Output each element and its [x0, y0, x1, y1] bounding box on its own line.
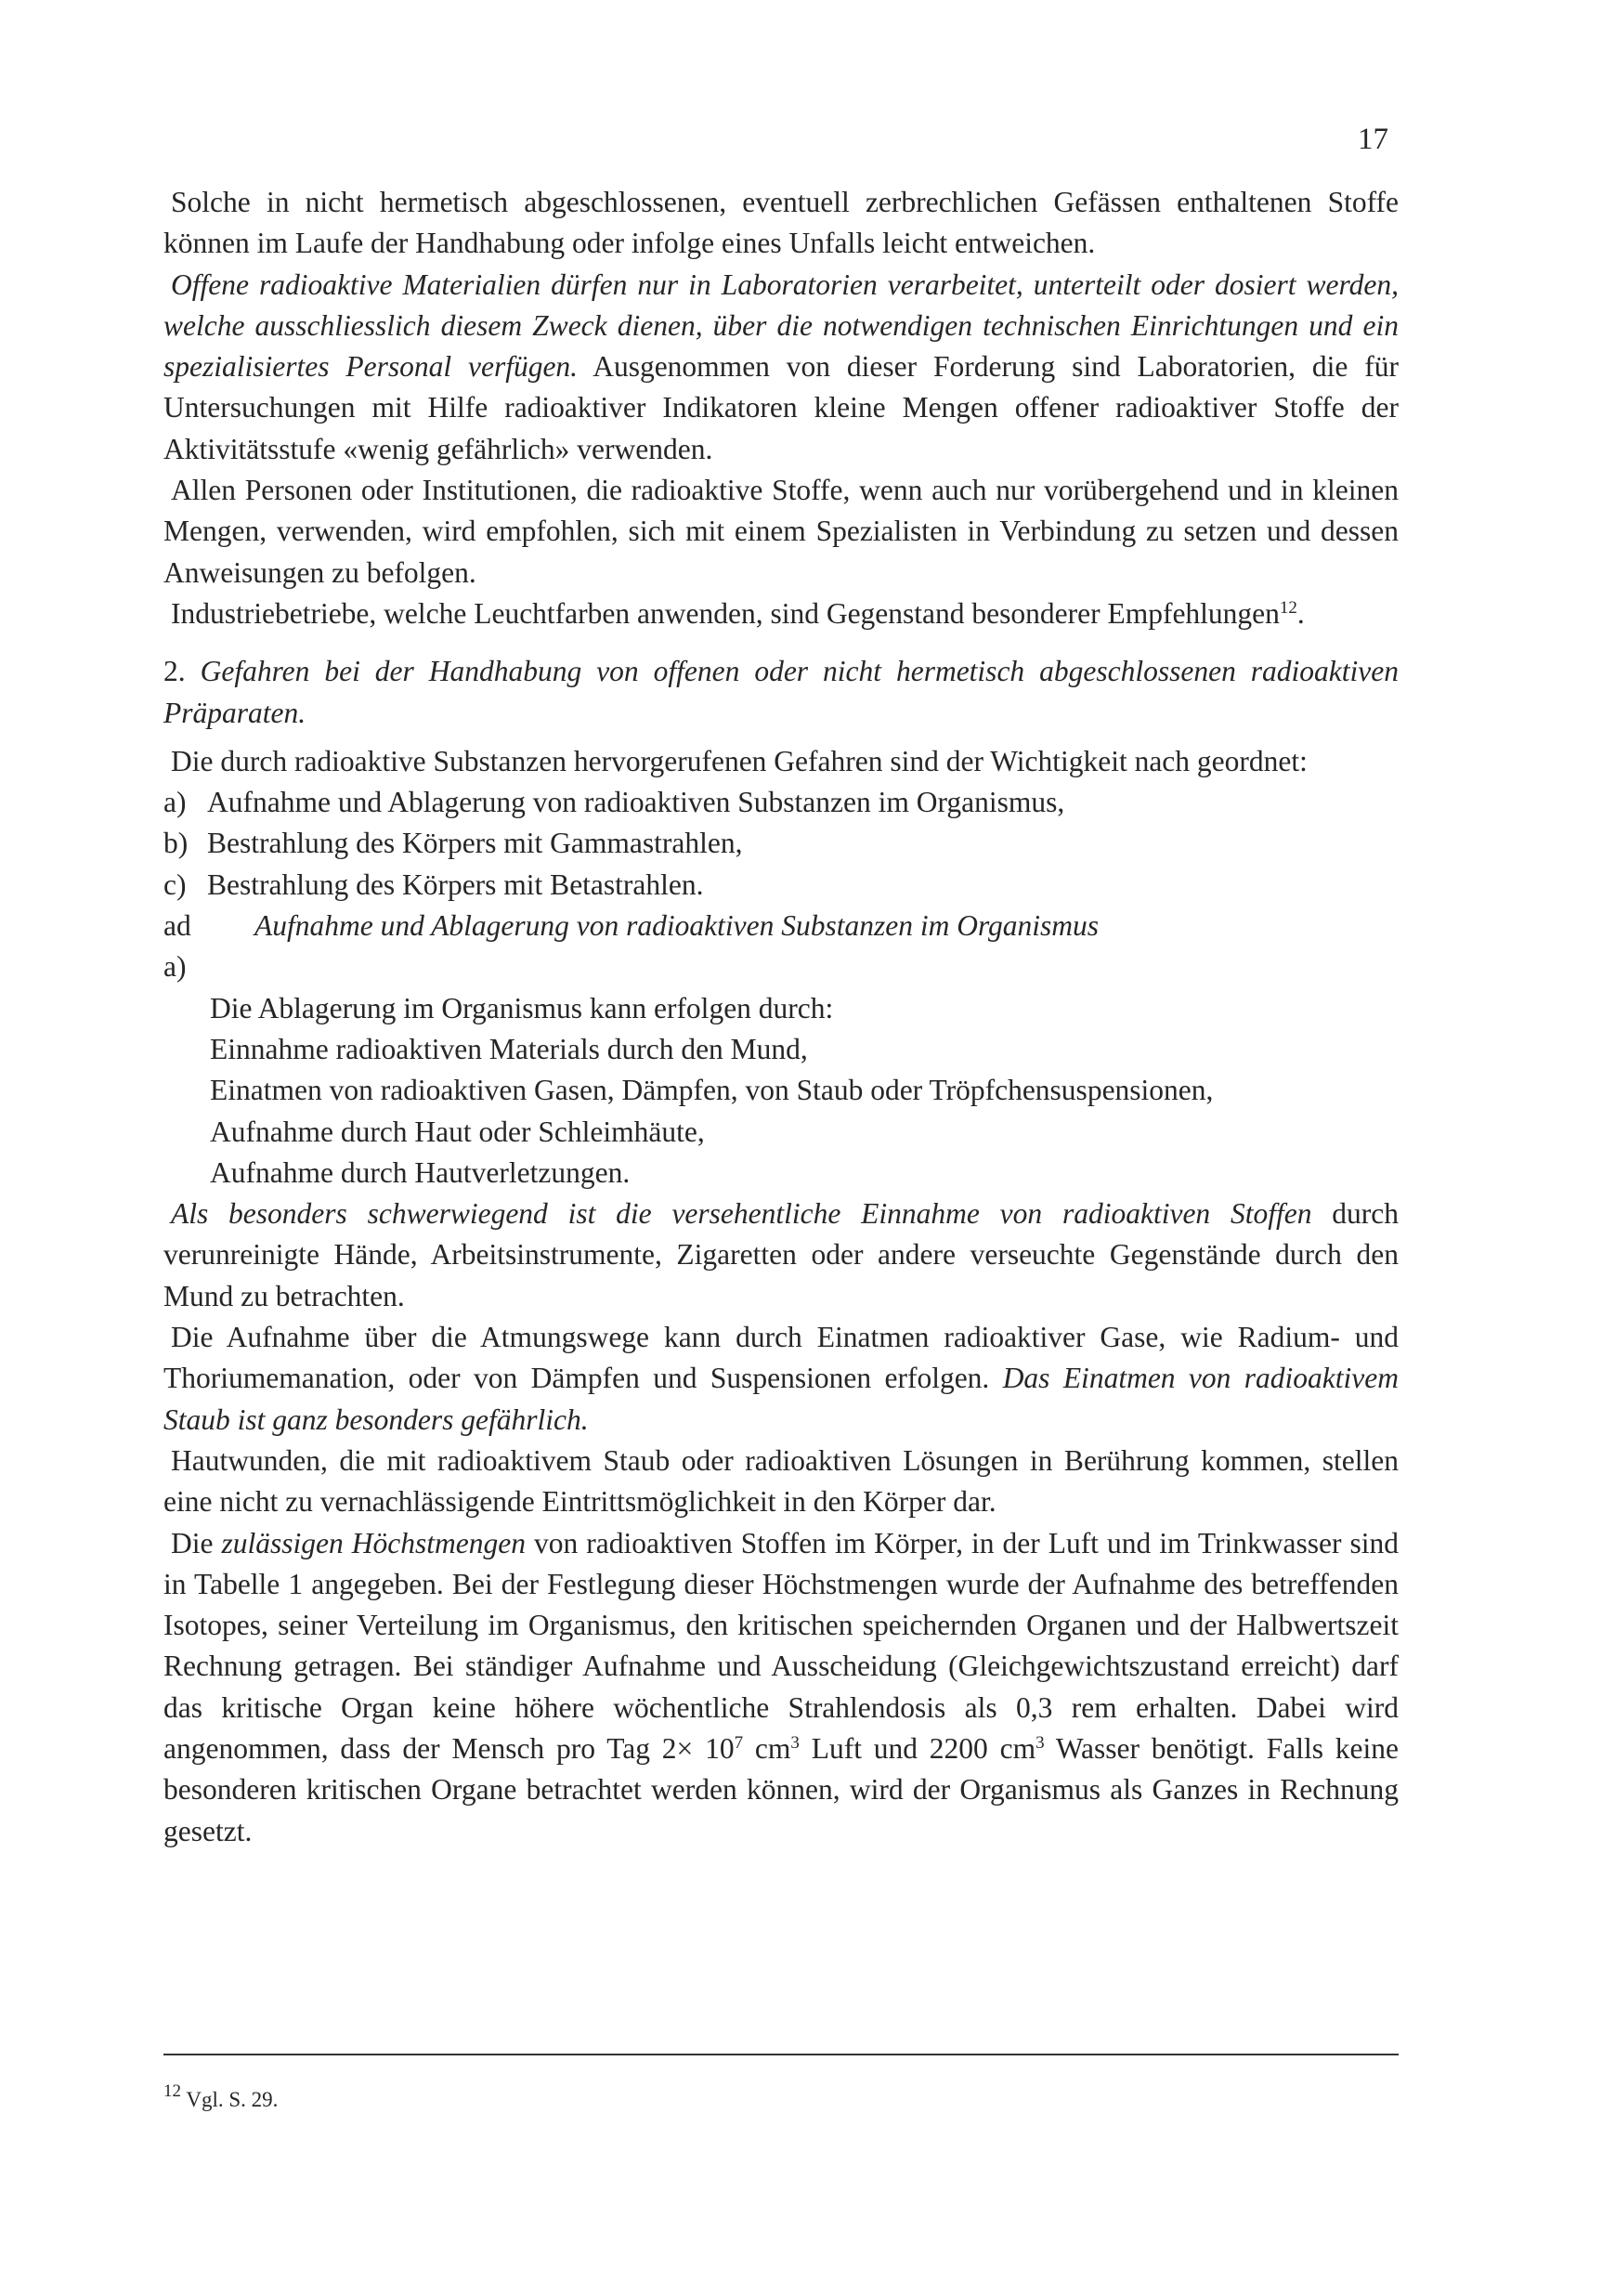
paragraph	[163, 1194, 1399, 1317]
footnote	[163, 2081, 279, 2112]
list-item	[163, 865, 1399, 906]
paragraph-text: Industriebetriebe, welche Leuchtfarben anwenden, sind Gegenstand besonderer Empfehlungen	[171, 596, 1280, 630]
superscript: 7	[734, 1732, 744, 1753]
ad-a-lines	[163, 988, 1399, 1194]
paragraph-text: .	[1296, 596, 1305, 630]
ad-a-line: Aufnahme durch Haut oder Schleimhäute,	[210, 1115, 705, 1148]
emphasis-text: Das Einatmen von radioaktivem Staub ist ganz besonders gefährlich.	[163, 1362, 1399, 1436]
footnote-marker: 12	[163, 2081, 181, 2101]
paragraph-text: durch verunreinigte Hände, Arbeitsinstrumente, Zigaretten oder andere verseuchte Gegenstände durch den Mund zu betrachten.	[163, 1197, 1399, 1312]
section-number: 2.	[163, 655, 201, 688]
page-number: 17	[1358, 123, 1388, 156]
paragraph	[163, 1317, 1399, 1441]
paragraph	[163, 1523, 1399, 1852]
paragraph: Solche in nicht hermetisch abgeschlossenen, eventuell zerbrechlichen Gefässen enthaltenen Stoffe können im Laufe der Handhabung oder infolge eines Unfalls leicht entweichen.	[163, 186, 1399, 260]
paragraph-text: Wasser benötigt. Falls keine besonderen kritischen Organe betrachtet werden können, wird der Organismus als Ganzes in Rechnung gesetzt.	[163, 1731, 1400, 1847]
paragraph: Hautwunden, die mit radioaktivem Staub oder radioaktiven Lösungen in Berührung kommen, stellen eine nicht zu vernachlässigende Eintrittsmöglichkeit in den Körper dar.	[163, 1443, 1399, 1519]
body-text	[163, 182, 1399, 1852]
list-item	[163, 782, 1399, 823]
paragraph-text: cm	[743, 1731, 791, 1765]
paragraph: Die durch radioaktive Substanzen hervorgerufenen Gefahren sind der Wichtigkeit nach geordnet:	[171, 744, 1308, 777]
emphasis-text: Offene radioaktive Materialien dürfen nur in Laboratorien verarbeitet, unterteilt oder dosiert werden, welche ausschliesslich diesem Zweck dienen, über die notwendigen technischen Einrichtungen und ein spezialisiertes Personal verfügen.	[163, 267, 1399, 384]
ad-a-heading	[163, 906, 1399, 988]
paragraph	[163, 265, 1399, 470]
ad-a-line: Einnahme radioaktiven Materials durch den Mund,	[210, 1032, 808, 1065]
ad-a-line: Einatmen von radioaktiven Gasen, Dämpfen, von Staub oder Tröpfchensuspensionen,	[210, 1074, 1214, 1107]
paragraph	[163, 594, 1399, 634]
ad-a-line: Aufnahme durch Hautverletzungen.	[210, 1155, 631, 1189]
superscript: 3	[1035, 1732, 1045, 1753]
paragraph-text: Die Aufnahme über die Atmungswege kann durch Einatmen radioaktiver Gase, wie Radium- und Thoriumemanation, oder von Dämpfen und Suspensionen erfolgen.	[163, 1321, 1399, 1395]
ad-a-title: Aufnahme und Ablagerung von radioaktiven Substanzen im Organismus	[254, 909, 1100, 943]
ad-a-block	[163, 906, 1399, 1194]
paragraph-text: Luft und 2200 cm	[799, 1731, 1036, 1765]
emphasis-text: zulässigen Höchstmengen	[221, 1526, 526, 1559]
list-label: a)	[163, 786, 187, 819]
list-text: Aufnahme und Ablagerung von radioaktiven Substanzen im Organismus,	[207, 786, 1065, 819]
paragraph: Allen Personen oder Institutionen, die radioaktive Stoffe, wenn auch nur vorübergehend und in kleinen Mengen, verwenden, wird empfohlen, sich mit einem Spezialisten in Verbindung zu setzen und dessen Anweisungen zu befolgen.	[163, 474, 1399, 589]
footnote-text: Vgl. S. 29.	[181, 2088, 279, 2111]
section-title: Gefahren bei der Handhabung von offenen oder nicht hermetisch abgeschlossenen radioaktiven Präparaten.	[163, 655, 1399, 729]
emphasis-text: Als besonders schwerwiegend ist die versehentliche Einnahme von radioaktiven Stoffen	[171, 1197, 1312, 1231]
paragraph-text: Die	[171, 1526, 222, 1559]
list-label: c)	[163, 868, 187, 901]
list-label: b)	[163, 827, 189, 860]
list-item	[163, 823, 1399, 864]
footnote-reference: 12	[1279, 597, 1297, 618]
ad-a-line: Die Ablagerung im Organismus kann erfolgen durch:	[210, 991, 834, 1024]
paragraph-text: Ausgenommen von dieser Forderung sind Laboratorien, die für Untersuchungen mit Hilfe radioaktiver Indikatoren kleine Mengen offener radioaktiver Stoffe der Aktivitätsstufe «wenig gefährlich» verwenden.	[163, 350, 1399, 465]
list-text: Bestrahlung des Körpers mit Gammastrahlen,	[207, 827, 743, 860]
footnote-divider	[163, 2054, 1399, 2055]
ad-a-label: ad a)	[163, 909, 191, 984]
superscript: 3	[790, 1732, 800, 1753]
hazard-list	[163, 782, 1399, 906]
section-heading	[163, 651, 1399, 734]
paragraph-text: von radioaktiven Stoffen im Körper, in der Luft und im Trinkwasser sind in Tabelle 1 angegeben. Bei der Festlegung dieser Höchstmengen wurde der Aufnahme des betreffenden Isotopes, seiner Verteilung im Organismus, den kritischen speichernden Organen und der Halbwertszeit Rechnung getragen. Bei ständiger Aufnahme und Ausscheidung (Gleichgewichtszustand erreicht) darf das kritische Organ keine höhere wöchentliche Strahlendosis als 0,3 rem erhalten. Dabei wird angenommen, dass der Mensch pro Tag 2× 10	[163, 1526, 1400, 1765]
list-text: Bestrahlung des Körpers mit Betastrahlen.	[207, 868, 704, 901]
